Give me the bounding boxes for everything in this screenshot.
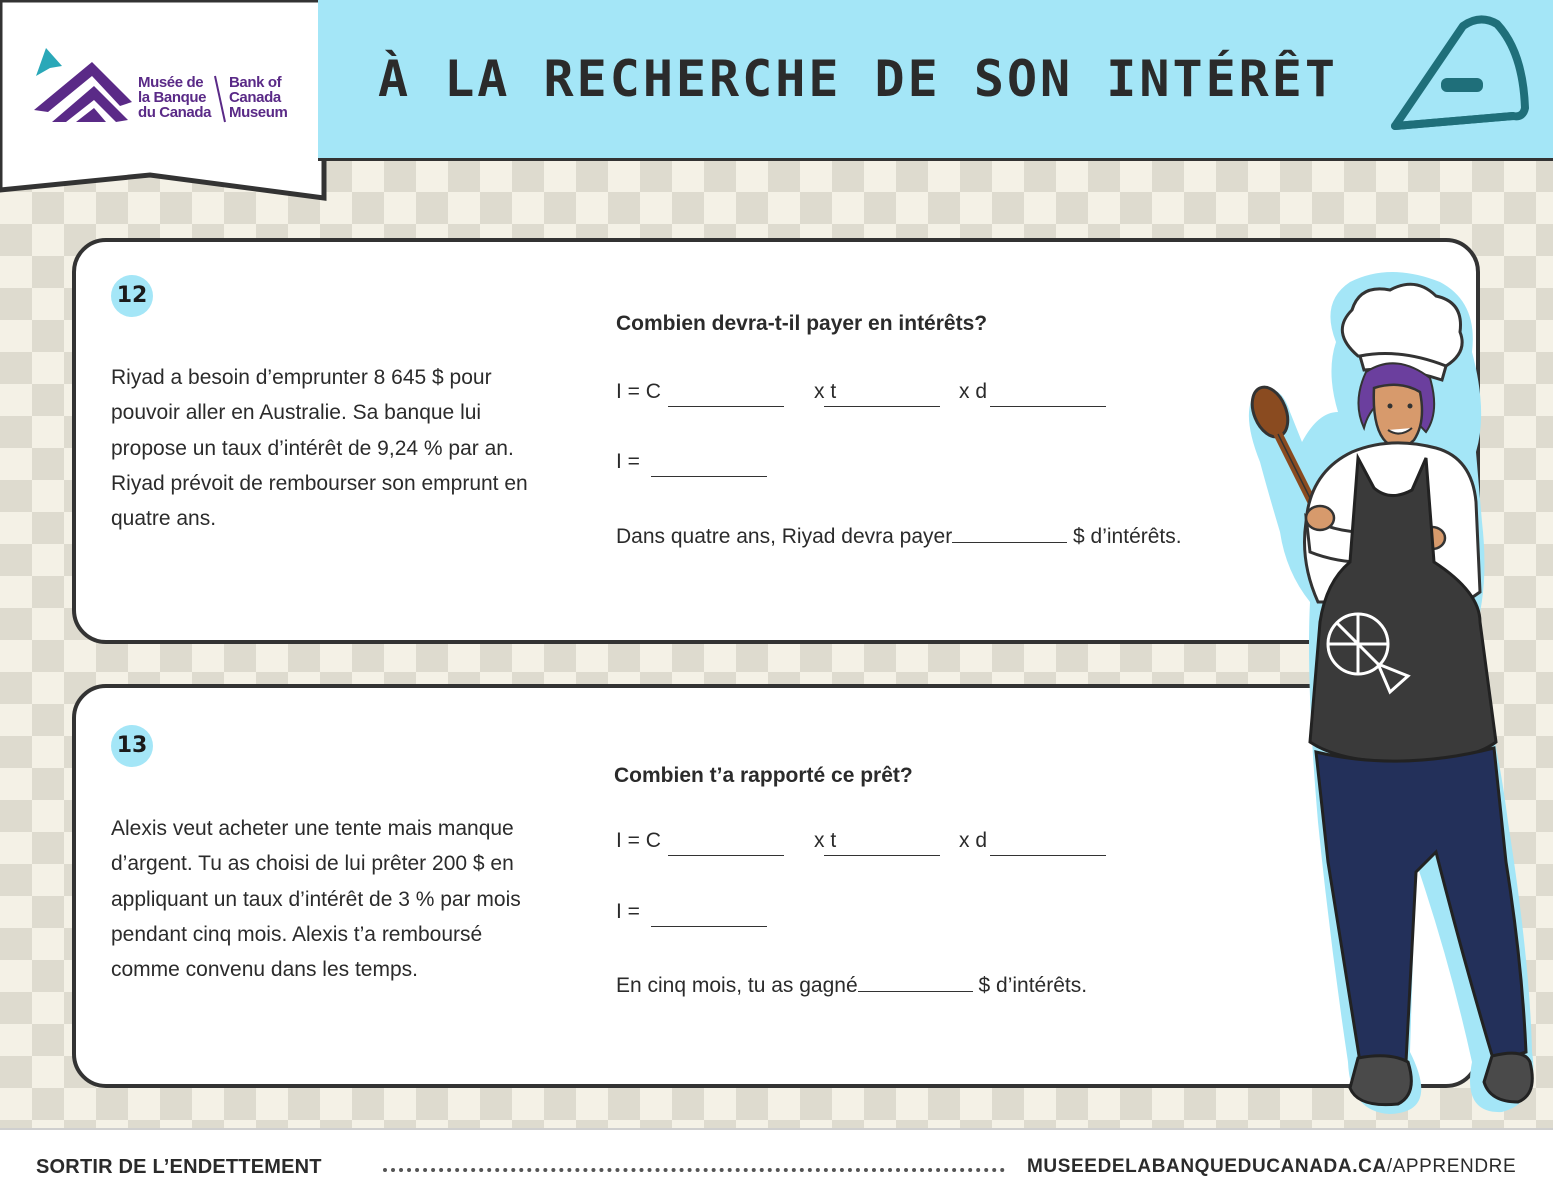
- chef-shoe-left: [1350, 1056, 1411, 1105]
- result-label: I =: [616, 450, 640, 473]
- footer-url-domain: MUSEEDELABANQUEDUCANADA.CA: [1027, 1156, 1387, 1177]
- pizza-slice-icon: [1385, 12, 1535, 137]
- logo-divider: [213, 75, 227, 123]
- problem-text: Alexis veut acheter une tente mais manque d’argent. Tu as choisi de lui prêter 200 $ en appliquant un taux d’intérêt de 3 % par mois pendant cinq mois. Alexis t’a remboursé comme convenu dans les temps.: [111, 817, 521, 982]
- footer-dotted-leader: [383, 1168, 1005, 1172]
- result-row: [616, 900, 816, 930]
- capital-blank[interactable]: [668, 829, 784, 856]
- formula-capital-label: I = C: [616, 380, 661, 403]
- footer-section-title: SORTIR DE L’ENDETTEMENT: [36, 1156, 322, 1178]
- footer: [0, 1128, 1553, 1202]
- result-blank[interactable]: [651, 450, 767, 477]
- duration-blank[interactable]: [990, 380, 1106, 407]
- logo-text-en: Bank of Canada Museum: [229, 74, 288, 121]
- page-title: À LA RECHERCHE DE SON INTÉRÊT: [378, 50, 1338, 108]
- logo-mark-icon: [32, 44, 132, 128]
- formula-row: [616, 380, 1136, 410]
- formula-row: [616, 829, 1136, 859]
- answer-sentence: [616, 522, 1182, 549]
- answer-text-before: En cinq mois, tu as gagné: [616, 974, 858, 997]
- result-row: [616, 450, 816, 480]
- answer-blank[interactable]: [858, 971, 973, 992]
- formula-duration-label: x d: [959, 380, 988, 403]
- answer-text-after: $ d’intérêts.: [1073, 525, 1182, 548]
- logo-text-fr: Musée de la Banque du Canada: [138, 74, 212, 121]
- logo: [32, 44, 302, 128]
- rate-blank[interactable]: [824, 380, 940, 407]
- capital-blank[interactable]: [668, 380, 784, 407]
- problem-number-badge: 13: [111, 725, 153, 767]
- formula-capital-label: I = C: [616, 829, 661, 852]
- formula-duration-label: x d: [959, 829, 988, 852]
- chef-illustration: [1240, 262, 1552, 1120]
- problem-text: Riyad a besoin d’emprunter 8 645 $ pour pouvoir aller en Australie. Sa banque lui propose un taux d’intérêt de 9,24 % par an. Riyad prévoit de rembourser son emprunt en quatre ans.: [111, 366, 528, 531]
- result-label: I =: [616, 900, 640, 923]
- formula-rate-label: x t: [814, 829, 837, 852]
- duration-blank[interactable]: [990, 829, 1106, 856]
- footer-url-path: /APPRENDRE: [1386, 1156, 1517, 1177]
- answer-text-after: $ d’intérêts.: [978, 974, 1088, 997]
- question-label: Combien devra-t-il payer en intérêts?: [616, 312, 988, 335]
- rate-blank[interactable]: [824, 829, 940, 856]
- footer-url[interactable]: [1027, 1156, 1516, 1178]
- answer-sentence: [616, 971, 1087, 998]
- chef-shoe-right: [1484, 1053, 1532, 1102]
- result-blank[interactable]: [651, 900, 767, 927]
- answer-text-before: Dans quatre ans, Riyad devra payer: [616, 525, 953, 548]
- formula-rate-label: x t: [814, 380, 837, 403]
- answer-blank[interactable]: [952, 522, 1067, 543]
- question-label: Combien t’a rapporté ce prêt?: [614, 764, 913, 787]
- problem-number-badge: 12: [111, 275, 153, 317]
